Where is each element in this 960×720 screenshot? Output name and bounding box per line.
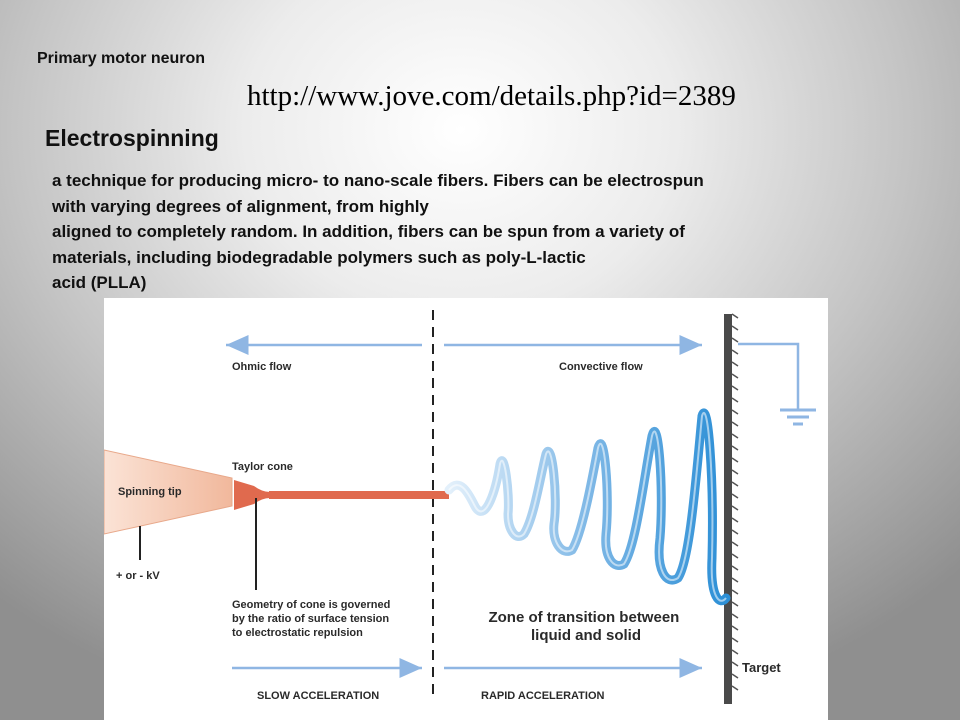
zone-label bbox=[488, 609, 683, 644]
zone-label-line: Zone of transition between bbox=[488, 609, 680, 626]
subtitle: Primary motor neuron bbox=[37, 50, 206, 67]
description-line: acid (PLLA) bbox=[52, 273, 147, 292]
target-plate bbox=[724, 314, 732, 704]
description-line: with varying degrees of alignment, from highly bbox=[52, 196, 429, 216]
diagram-svg bbox=[104, 298, 828, 720]
description-line: aligned to completely random. In addition, fibers can be spun from a variety of bbox=[52, 222, 685, 241]
slow-acceleration-label: SLOW ACCELERATION bbox=[257, 690, 380, 702]
geometry-note bbox=[232, 599, 393, 639]
rapid-acceleration-label: RAPID ACCELERATION bbox=[481, 690, 605, 702]
polymer-jet bbox=[269, 491, 449, 499]
taylor-cone-label: Taylor cone bbox=[232, 461, 293, 473]
geometry-note-line: by the ratio of surface tension bbox=[232, 613, 390, 625]
taylor-cone bbox=[234, 480, 270, 510]
target-label: Target bbox=[742, 660, 781, 675]
source-link[interactable]: http://www.jove.com/details.php?id=2389 bbox=[247, 80, 736, 112]
ground-icon bbox=[738, 344, 816, 424]
geometry-note-line: to electrostatic repulsion bbox=[232, 627, 363, 639]
page-heading: Electrospinning bbox=[45, 125, 219, 151]
zone-label-line: liquid and solid bbox=[531, 627, 641, 644]
electrospinning-diagram bbox=[104, 298, 828, 720]
ohmic-flow-label: Ohmic flow bbox=[232, 361, 292, 373]
description-line: materials, including biodegradable polymers such as poly-L-lactic bbox=[52, 247, 586, 267]
target-hatching bbox=[732, 314, 738, 690]
description-line: a technique for producing micro- to nano-scale fibers. Fibers can be electrospun bbox=[52, 171, 704, 190]
voltage-label: + or - kV bbox=[116, 570, 160, 582]
description bbox=[52, 168, 892, 296]
convective-flow-label: Convective flow bbox=[559, 361, 643, 373]
fiber-spiral bbox=[449, 413, 726, 601]
spinning-tip-label: Spinning tip bbox=[118, 486, 182, 498]
geometry-note-line: Geometry of cone is governed bbox=[232, 599, 391, 611]
